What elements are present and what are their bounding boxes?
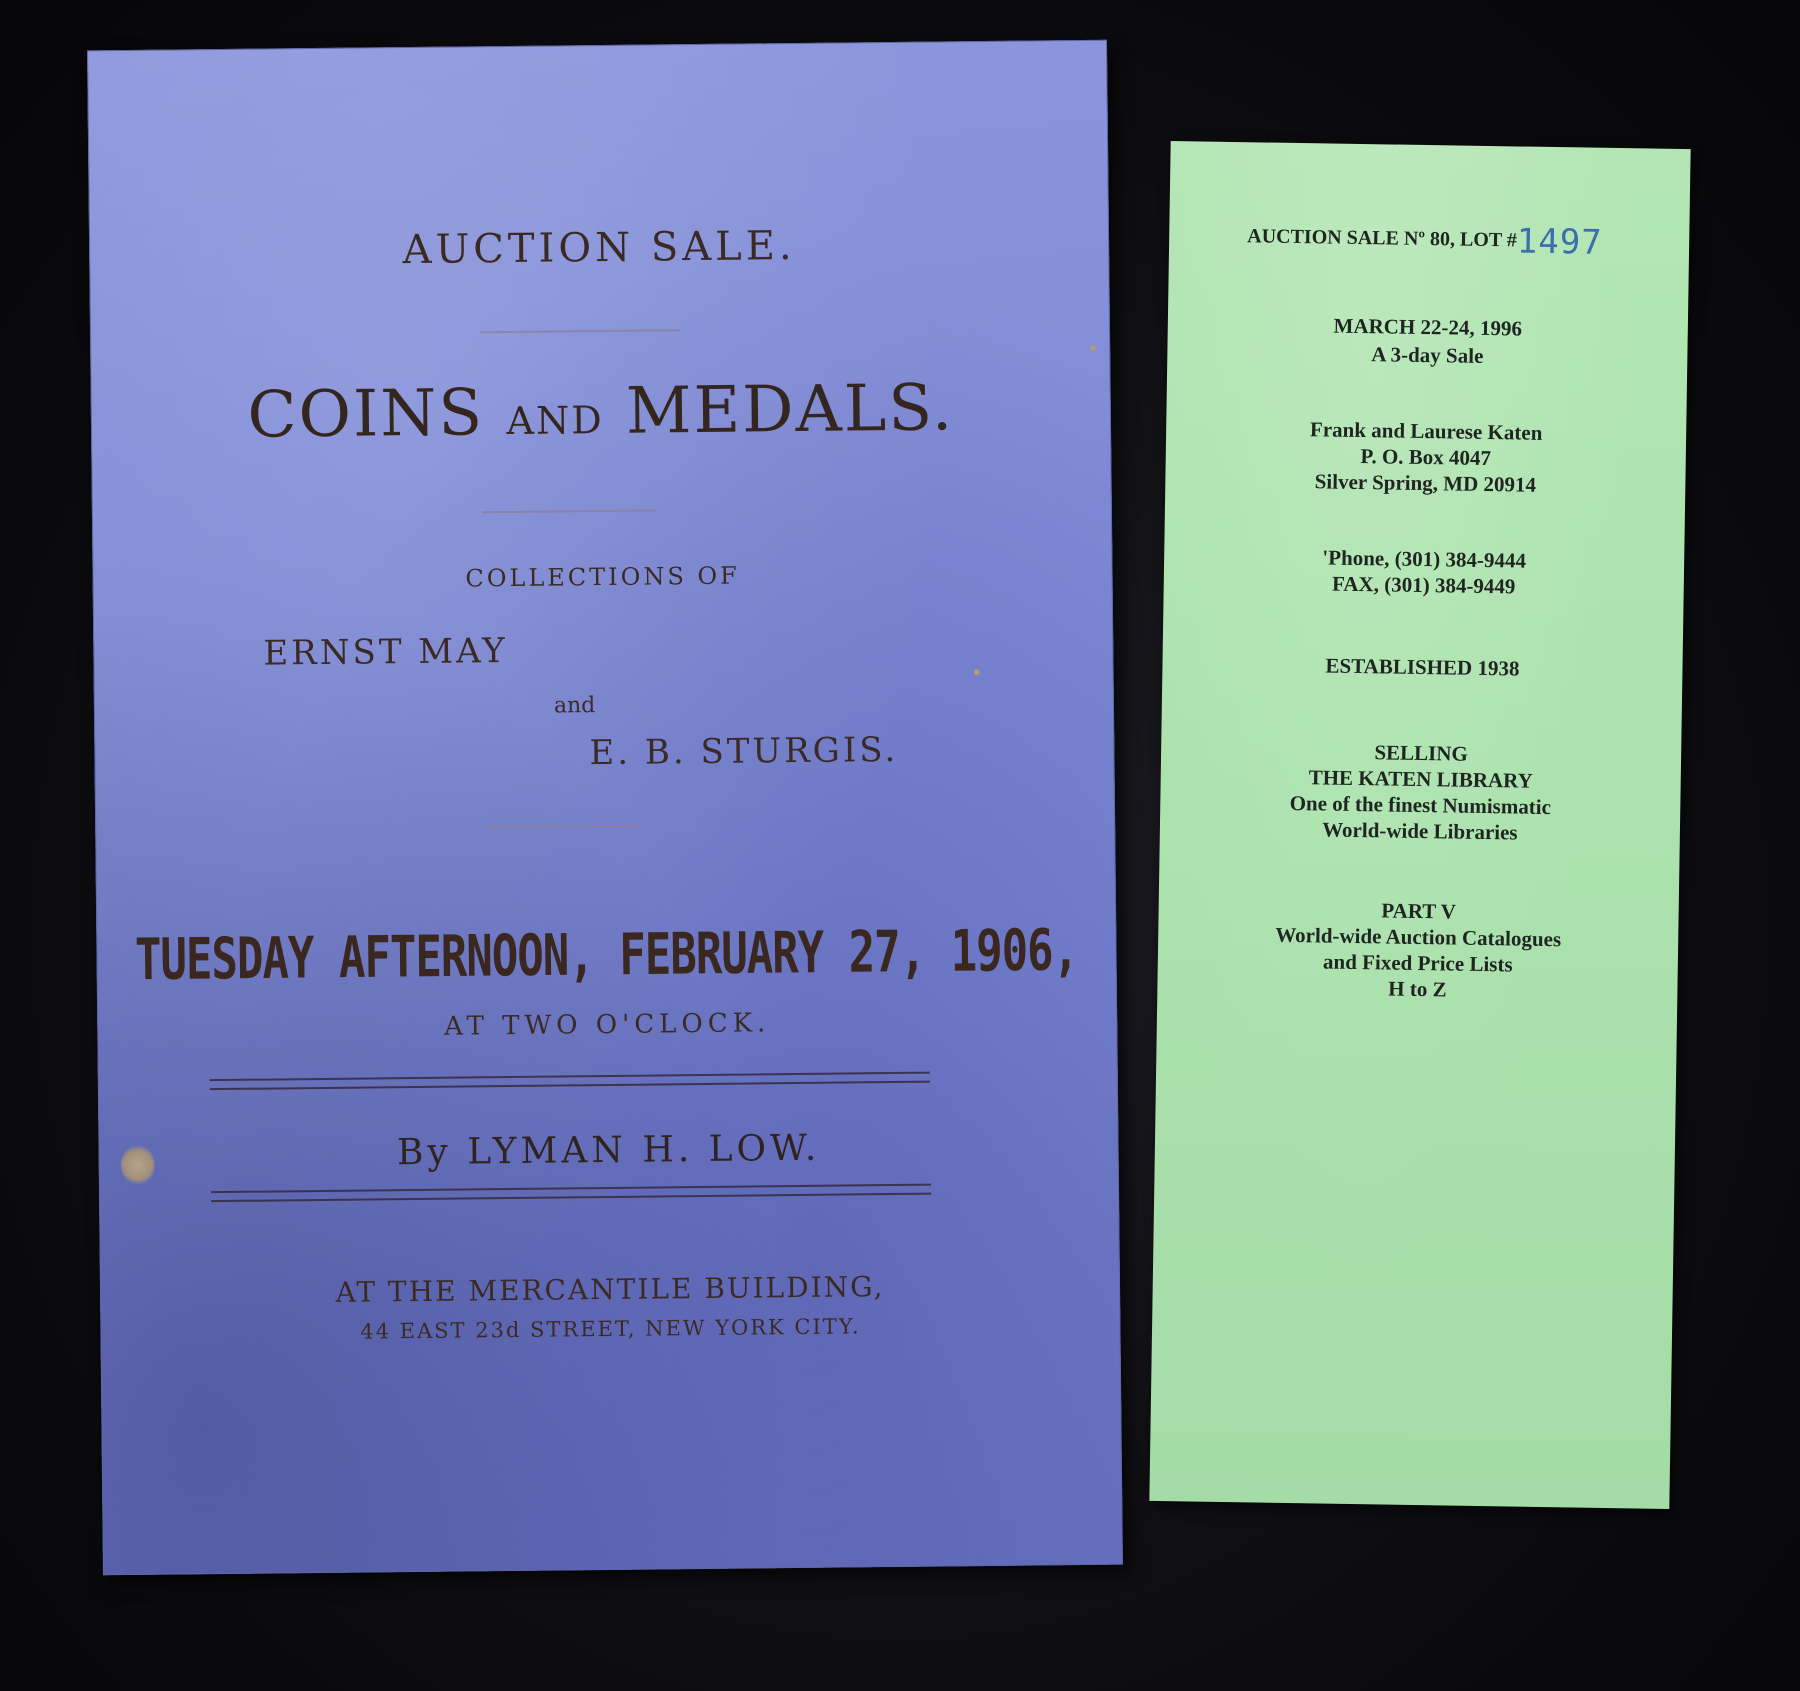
lot-number-stamp: 1497	[1516, 221, 1603, 263]
dealer-fax: FAX, (301) 384-9449	[1331, 571, 1516, 599]
headline-medals: MEDALS.	[625, 371, 955, 449]
sale-dates: MARCH 22-24, 1996	[1333, 313, 1523, 341]
selling-label: SELLING	[1374, 740, 1469, 766]
part-desc-1: World-wide Auction Catalogues	[1275, 922, 1562, 952]
established-year: ESTABLISHED 1938	[1325, 653, 1520, 681]
collector-ernst-may: ERNST MAY	[263, 631, 508, 674]
collections-label: COLLECTIONS OF	[465, 561, 740, 593]
slip-header	[1247, 221, 1603, 263]
dealer-city: Silver Spring, MD 20914	[1314, 469, 1537, 497]
divider-rule	[482, 509, 657, 513]
divider-rule	[485, 825, 640, 829]
dealer-phone: 'Phone, (301) 384-9444	[1322, 545, 1527, 573]
library-desc-1: One of the finest Numismatic	[1289, 790, 1552, 820]
double-rule-bottom	[211, 1184, 931, 1203]
sale-time: AT TWO O'CLOCK.	[444, 1008, 771, 1042]
library-desc-2: World-wide Libraries	[1322, 817, 1518, 845]
and-label: and	[553, 693, 596, 719]
catalogue-title: AUCTION SALE.	[402, 222, 796, 274]
auctioneer-name: By LYMAN H. LOW.	[396, 1127, 821, 1174]
sale-date: TUESDAY AFTERNOON, FEBRUARY 27, 1906,	[134, 917, 1079, 994]
collector-sturgis: E. B. STURGIS.	[589, 729, 899, 774]
headline-coins: COINS	[247, 376, 485, 453]
venue: AT THE MERCANTILE BUILDING,	[335, 1270, 885, 1309]
auction-catalogue-cover	[87, 40, 1123, 1576]
divider-rule	[480, 329, 680, 333]
dealer-names: Frank and Laurese Katen	[1309, 417, 1543, 445]
part-desc-2: and Fixed Price Lists	[1322, 949, 1513, 977]
catalogue-headline	[90, 370, 1111, 455]
library-name: THE KATEN LIBRARY	[1308, 765, 1533, 793]
paper-spot	[1090, 345, 1096, 351]
part-label: PART V	[1381, 898, 1457, 924]
part-range: H to Z	[1388, 976, 1447, 1002]
sale-length: A 3-day Sale	[1371, 342, 1484, 368]
double-rule-top	[210, 1072, 930, 1091]
lot-slip	[1149, 141, 1690, 1509]
venue-address: 44 EAST 23d STREET, NEW YORK CITY.	[360, 1314, 861, 1344]
dealer-po-box: P. O. Box 4047	[1360, 444, 1492, 471]
paper-spot	[974, 669, 980, 675]
slip-header-label: AUCTION SALE Nº 80, LOT #	[1247, 225, 1517, 252]
headline-and: AND	[506, 397, 604, 444]
